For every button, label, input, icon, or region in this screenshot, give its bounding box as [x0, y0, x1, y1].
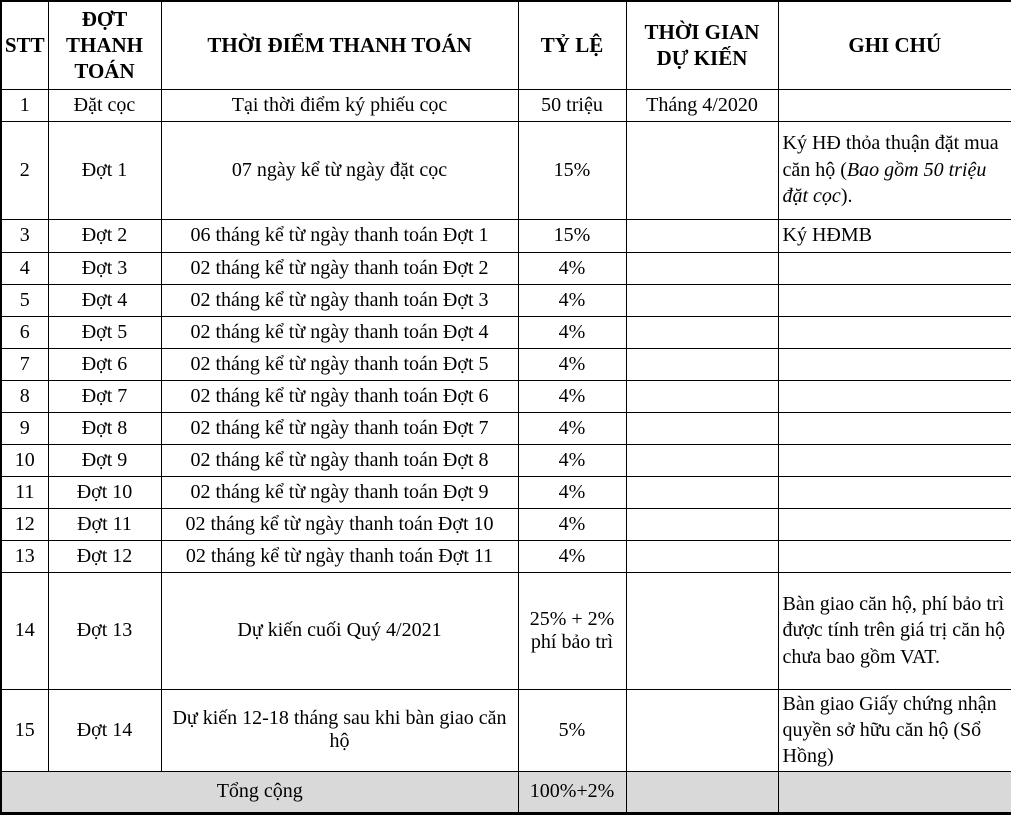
payment-time-cell: Tại thời điểm ký phiếu cọc: [161, 89, 518, 121]
header-note: GHI CHÚ: [778, 1, 1011, 89]
total-ratio-cell: 100%+2%: [518, 771, 626, 813]
installment-cell: Đặt cọc: [48, 89, 161, 121]
installment-cell: Đợt 14: [48, 689, 161, 771]
header-stt: STT: [1, 1, 48, 89]
table-row: [1, 284, 1011, 316]
stt-cell: 8: [1, 380, 48, 412]
stt-cell: 14: [1, 572, 48, 689]
installment-cell: Đợt 12: [48, 540, 161, 572]
table-row: [1, 689, 1011, 771]
ratio-cell: 4%: [518, 348, 626, 380]
ratio-cell: 4%: [518, 412, 626, 444]
stt-cell: 4: [1, 252, 48, 284]
expected-time-cell: [626, 121, 778, 219]
ratio-cell: 50 triệu: [518, 89, 626, 121]
ratio-cell: 4%: [518, 540, 626, 572]
note-cell: [778, 121, 1011, 219]
table-row: [1, 252, 1011, 284]
expected-time-cell: [626, 219, 778, 252]
table-row: [1, 476, 1011, 508]
expected-time-cell: [626, 572, 778, 689]
ratio-cell: 5%: [518, 689, 626, 771]
ratio-cell: 25% + 2% phí bảo trì: [518, 572, 626, 689]
table-row: [1, 348, 1011, 380]
expected-time-cell: [626, 380, 778, 412]
note-cell: [778, 89, 1011, 121]
note-cell: [778, 380, 1011, 412]
installment-cell: Đợt 10: [48, 476, 161, 508]
ratio-cell: 4%: [518, 284, 626, 316]
header-ratio: TỶ LỆ: [518, 1, 626, 89]
note-cell: [778, 444, 1011, 476]
payment-time-cell: 02 tháng kể từ ngày thanh toán Đợt 8: [161, 444, 518, 476]
installment-cell: Đợt 11: [48, 508, 161, 540]
table-row: [1, 540, 1011, 572]
stt-cell: 10: [1, 444, 48, 476]
table-row: [1, 89, 1011, 121]
payment-time-cell: 02 tháng kể từ ngày thanh toán Đợt 5: [161, 348, 518, 380]
expected-time-cell: [626, 444, 778, 476]
note-cell: [778, 284, 1011, 316]
stt-cell: 11: [1, 476, 48, 508]
header-row: [1, 1, 1011, 89]
total-label-cell: Tổng cộng: [1, 771, 518, 813]
installment-cell: Đợt 4: [48, 284, 161, 316]
expected-time-cell: [626, 540, 778, 572]
expected-time-cell: [626, 412, 778, 444]
payment-time-cell: 02 tháng kể từ ngày thanh toán Đợt 11: [161, 540, 518, 572]
installment-cell: Đợt 13: [48, 572, 161, 689]
table-row: [1, 121, 1011, 219]
payment-time-cell: 07 ngày kể từ ngày đặt cọc: [161, 121, 518, 219]
header-expected-time: THỜI GIAN DỰ KIẾN: [626, 1, 778, 89]
total-note-cell: [778, 771, 1011, 813]
note-cell: [778, 316, 1011, 348]
stt-cell: 5: [1, 284, 48, 316]
payment-time-cell: 02 tháng kể từ ngày thanh toán Đợt 9: [161, 476, 518, 508]
expected-time-cell: [626, 316, 778, 348]
total-expected-time-cell: [626, 771, 778, 813]
note-cell: [778, 540, 1011, 572]
note-cell: [778, 252, 1011, 284]
table-row: [1, 412, 1011, 444]
note-cell: Ký HĐMB: [778, 219, 1011, 252]
header-payment-time: THỜI ĐIỂM THANH TOÁN: [161, 1, 518, 89]
expected-time-cell: [626, 348, 778, 380]
payment-time-cell: 02 tháng kể từ ngày thanh toán Đợt 2: [161, 252, 518, 284]
installment-cell: Đợt 2: [48, 219, 161, 252]
expected-time-cell: [626, 252, 778, 284]
installment-cell: Đợt 3: [48, 252, 161, 284]
note-text: ).: [840, 185, 853, 208]
table-row: [1, 572, 1011, 689]
ratio-cell: 4%: [518, 476, 626, 508]
note-cell: [778, 476, 1011, 508]
ratio-cell: 4%: [518, 316, 626, 348]
payment-time-cell: 02 tháng kể từ ngày thanh toán Đợt 3: [161, 284, 518, 316]
total-row: [1, 771, 1011, 813]
installment-cell: Đợt 5: [48, 316, 161, 348]
stt-cell: 1: [1, 89, 48, 121]
ratio-cell: 4%: [518, 508, 626, 540]
expected-time-cell: [626, 476, 778, 508]
stt-cell: 13: [1, 540, 48, 572]
ratio-cell: 4%: [518, 444, 626, 476]
payment-time-cell: 02 tháng kể từ ngày thanh toán Đợt 10: [161, 508, 518, 540]
table-row: [1, 508, 1011, 540]
stt-cell: 3: [1, 219, 48, 252]
expected-time-cell: Tháng 4/2020: [626, 89, 778, 121]
table-row: [1, 219, 1011, 252]
payment-time-cell: 02 tháng kể từ ngày thanh toán Đợt 4: [161, 316, 518, 348]
note-cell: [778, 412, 1011, 444]
expected-time-cell: [626, 689, 778, 771]
note-cell: Bàn giao Giấy chứng nhận quyền sở hữu căn hộ (Sổ Hồng): [778, 689, 1011, 771]
note-cell: [778, 348, 1011, 380]
table-row: [1, 316, 1011, 348]
payment-time-cell: 02 tháng kể từ ngày thanh toán Đợt 6: [161, 380, 518, 412]
installment-cell: Đợt 1: [48, 121, 161, 219]
ratio-cell: 15%: [518, 219, 626, 252]
ratio-cell: 4%: [518, 380, 626, 412]
payment-time-cell: Dự kiến cuối Quý 4/2021: [161, 572, 518, 689]
header-installment: ĐỢT THANH TOÁN: [48, 1, 161, 89]
ratio-cell: 15%: [518, 121, 626, 219]
stt-cell: 15: [1, 689, 48, 771]
stt-cell: 6: [1, 316, 48, 348]
payment-time-cell: 02 tháng kể từ ngày thanh toán Đợt 7: [161, 412, 518, 444]
note-cell: Bàn giao căn hộ, phí bảo trì được tính trên giá trị căn hộ chưa bao gồm VAT.: [778, 572, 1011, 689]
stt-cell: 7: [1, 348, 48, 380]
expected-time-cell: [626, 284, 778, 316]
stt-cell: 9: [1, 412, 48, 444]
expected-time-cell: [626, 508, 778, 540]
table-row: [1, 380, 1011, 412]
ratio-cell: 4%: [518, 252, 626, 284]
stt-cell: 2: [1, 121, 48, 219]
installment-cell: Đợt 8: [48, 412, 161, 444]
note-text-italic: Bao gồm 50 triệu đặt cọc: [782, 158, 987, 208]
note-cell: [778, 508, 1011, 540]
installment-cell: Đợt 9: [48, 444, 161, 476]
payment-time-cell: 06 tháng kể từ ngày thanh toán Đợt 1: [161, 219, 518, 252]
note-text: Ký HĐ thỏa thuận đặt mua căn hộ (: [782, 132, 999, 181]
stt-cell: 12: [1, 508, 48, 540]
installment-cell: Đợt 7: [48, 380, 161, 412]
installment-cell: Đợt 6: [48, 348, 161, 380]
table-row: [1, 444, 1011, 476]
payment-time-cell: Dự kiến 12-18 tháng sau khi bàn giao căn hộ: [161, 689, 518, 771]
